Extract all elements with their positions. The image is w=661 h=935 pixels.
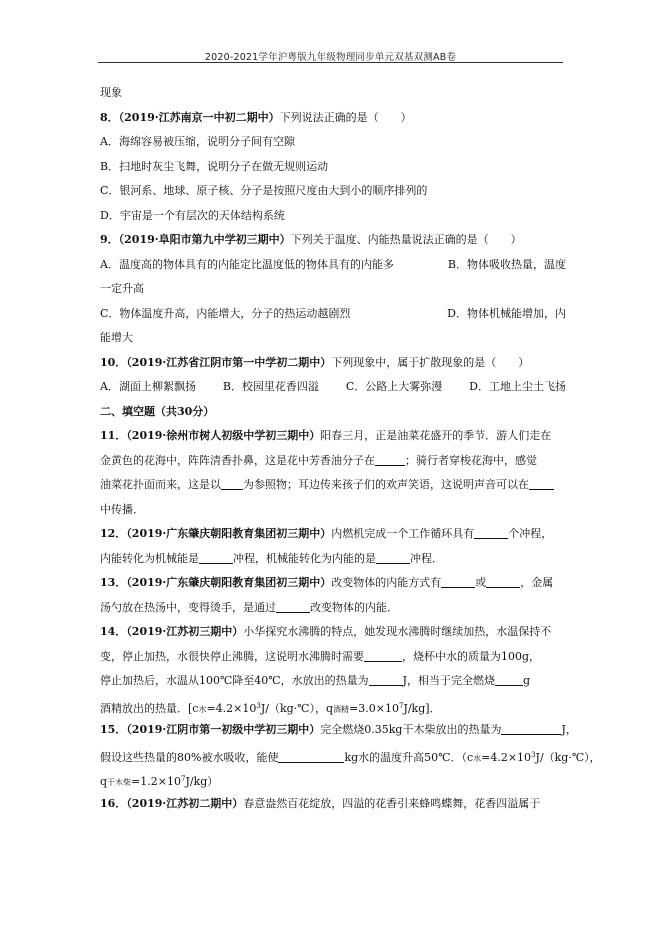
q11-text: 油菜花扑面而来，这是以 <box>100 478 221 491</box>
q10-option-b: B．校园里花香四溢 <box>222 380 319 393</box>
question-12 <box>100 522 566 547</box>
q15-text: kg水的温度升高50℃．（c <box>344 750 474 764</box>
q8-option-c: C．银河系、地球、原子核、分子是按照尺度由大到小的顺序排列的 <box>100 184 428 197</box>
q10-number: 10． <box>100 355 127 369</box>
q15-text: 假设这些热量的80%被水吸收，能使 <box>100 750 279 764</box>
q8-source: （2019·江苏南京一中初二期中） <box>118 110 280 124</box>
q15-line-2 <box>100 743 601 768</box>
q11-line-3 <box>100 473 566 498</box>
subscript: 酒精 <box>333 704 350 714</box>
q15-text: 完全燃烧0.35kg干木柴放出的热量为 <box>320 723 502 736</box>
q12-source: （2019·广东肇庆朝阳教育集团初三期中） <box>126 527 332 540</box>
answer-blank[interactable] <box>199 551 233 564</box>
q10-source: （2019·江苏省江阴市第一中学初二期中） <box>126 355 332 369</box>
q8-option-b: B．扫地时灰尘飞舞，说明分子在做无规则运动 <box>100 159 329 173</box>
q11-number: 11． <box>100 429 127 442</box>
q14-text: J/kg]． <box>403 701 441 715</box>
q12-line-2 <box>100 547 566 572</box>
q15-text: =1.2×10 <box>131 775 181 788</box>
q10-options <box>100 375 566 400</box>
q12-text: 内能转化为机械能是 <box>100 551 199 565</box>
subscript: 水 <box>473 753 482 763</box>
q15-text: J/（kg·℃）， <box>535 750 601 764</box>
q14-line-2 <box>100 645 566 670</box>
q9-options-ab <box>100 253 566 278</box>
superscript: 3 <box>531 750 536 759</box>
answer-blank[interactable] <box>441 575 475 588</box>
question-16 <box>100 792 566 817</box>
q12-number: 12． <box>100 527 127 540</box>
answer-blank[interactable] <box>501 722 561 735</box>
q14-text: 停止加热后，水温从100℃降至40℃，水放出的热量为 <box>100 674 369 687</box>
question-10 <box>100 351 566 376</box>
q9-option-a: A．温度高的物体具有的内能定比温度低的物体具有的内能多 <box>100 257 394 271</box>
q9-option-b: B．物体吸收热量，温度 <box>447 257 566 271</box>
q13-text: 改变物体的内能方式有 <box>331 576 442 589</box>
q11-line-2 <box>100 449 566 474</box>
q13-source: （2019·广东肇庆朝阳教育集团初三期中） <box>126 576 332 589</box>
question-14 <box>100 620 566 645</box>
superscript: 7 <box>398 701 404 710</box>
q10-stem: 下列现象中，属于扩散现象的是（ ） <box>331 355 530 369</box>
answer-blank[interactable] <box>486 575 520 588</box>
question-9 <box>100 228 566 253</box>
q9-option-d: D．物体机械能增加，内 <box>447 306 566 320</box>
answer-blank[interactable] <box>369 673 403 686</box>
q14-text: 变，停止加热，水很快停止沸腾，这说明水沸腾时需要 <box>100 649 364 663</box>
q14-text: 酒精放出的热量．[c <box>100 701 199 715</box>
q13-line-2 <box>100 596 566 621</box>
answer-blank[interactable] <box>375 453 405 466</box>
q14-line-4 <box>100 694 566 719</box>
continued-text: 现象 <box>100 86 122 99</box>
q15-text: =4.2×10 <box>481 750 532 764</box>
q15-number: 15． <box>100 723 127 736</box>
answer-blank[interactable] <box>474 526 508 539</box>
superscript: 7 <box>180 775 186 783</box>
answer-blank[interactable] <box>221 477 243 490</box>
q9-options-cd <box>100 302 566 327</box>
q14-text: g <box>523 674 531 687</box>
superscript: 3 <box>256 701 261 710</box>
q8-stem: 下列说法正确的是（ ） <box>279 110 412 124</box>
q11-text: 金黄色的花海中，阵阵清香扑鼻，这是花中芳香油分子在 <box>100 453 375 467</box>
q8-option-a: A．海绵容易被压缩，说明分子间有空隙 <box>100 135 295 148</box>
q11-text: 中传播． <box>100 502 144 516</box>
q12-text: 内燃机完成一个工作循环具有 <box>331 527 475 540</box>
q9-source: （2019·阜阳市第九中学初三期中） <box>118 233 291 246</box>
q13-number: 13． <box>100 576 127 589</box>
q9-stem: 下列关于温度、内能热量说法正确的是（ ） <box>290 233 522 246</box>
answer-blank[interactable] <box>376 551 410 564</box>
question-11 <box>100 424 566 449</box>
q10-option-a: A．湖面上柳絮飘扬 <box>100 380 196 393</box>
q8-option-d: D．宇宙是一个有层次的天体结构系统 <box>100 208 285 222</box>
q15-line-3 <box>100 767 566 792</box>
q13-text: 或 <box>475 576 487 589</box>
q16-source: （2019·江苏初二期中） <box>126 796 244 810</box>
q15-text: q <box>100 775 108 788</box>
q11-line-4 <box>100 498 566 523</box>
q12-text: 冲程． <box>410 551 443 565</box>
question-8 <box>100 106 566 131</box>
answer-blank[interactable] <box>364 649 402 662</box>
answer-blank[interactable] <box>278 750 344 763</box>
answer-blank[interactable] <box>495 673 523 686</box>
q16-number: 16． <box>100 796 127 810</box>
q9-option-b-cont: 一定升高 <box>100 282 144 295</box>
question-13 <box>100 571 566 596</box>
q14-line-3 <box>100 669 566 694</box>
document-body <box>100 81 601 816</box>
q14-text: =4.2×10 <box>206 701 257 715</box>
q14-source: （2019·江苏初三期中） <box>126 625 244 638</box>
subscript: 干木柴 <box>107 778 132 787</box>
q13-text: 改变物体的内能． <box>310 600 398 614</box>
q15-text: J/kg） <box>185 775 219 788</box>
q11-text: 阳春三月，正是油菜花盛开的季节．游人们走在 <box>320 429 552 442</box>
q14-text: =3.0×10 <box>349 701 399 715</box>
q14-text: J/（kg·℃），q <box>260 701 334 715</box>
q12-text: 个冲程， <box>508 527 553 540</box>
question-15 <box>100 718 577 743</box>
q14-text: J，相当于完全燃烧 <box>402 674 496 687</box>
q13-text: ，金属 <box>520 576 554 589</box>
q11-text: ；骑行者穿梭花海中，感觉 <box>405 453 537 467</box>
q15-source: （2019·江阴市第一初级中学初三期中） <box>126 723 321 736</box>
q15-text: J， <box>561 723 577 736</box>
answer-blank[interactable] <box>529 477 554 490</box>
q9-option-d-cont: 能增大 <box>100 331 133 344</box>
page-header: 2020-2021学年沪粤版九年级物理同步单元双基双测AB卷 <box>204 52 457 63</box>
q14-number: 14． <box>100 625 127 638</box>
q9-option-c: C．物体温度升高，内能增大，分子的热运动越剧烈 <box>100 306 351 320</box>
q11-source: （2019·徐州市树人初级中学初三期中） <box>126 429 321 442</box>
q13-text: 汤勺放在热汤中，变得烫手，是通过 <box>100 600 276 614</box>
q10-option-c: C．公路上大雾弥漫 <box>345 380 443 393</box>
q14-text: 小华探究水沸腾的特点，她发现水沸腾时继续加热，水温保持不 <box>243 625 552 638</box>
q10-option-d: D．工地上尘土飞扬 <box>469 380 566 393</box>
q16-text: 春意盎然百花绽放，四溢的花香引来蜂鸣蝶舞，花香四溢属于 <box>243 796 541 810</box>
q12-text: 冲程，机械能转化为内能的是 <box>233 551 376 565</box>
q14-text: ，烧杯中水的质量为100g， <box>402 649 541 663</box>
q9-number: 9． <box>100 233 119 246</box>
subscript: 水 <box>198 704 207 714</box>
header-divider <box>98 62 563 63</box>
section-heading: 二、填空题（共30分） <box>100 404 215 418</box>
text-line <box>100 81 566 106</box>
q11-text: 为参照物；耳边传来孩子们的欢声笑语，这说明声音可以在 <box>243 478 529 491</box>
q8-number: 8． <box>100 110 119 124</box>
answer-blank[interactable] <box>276 600 310 613</box>
